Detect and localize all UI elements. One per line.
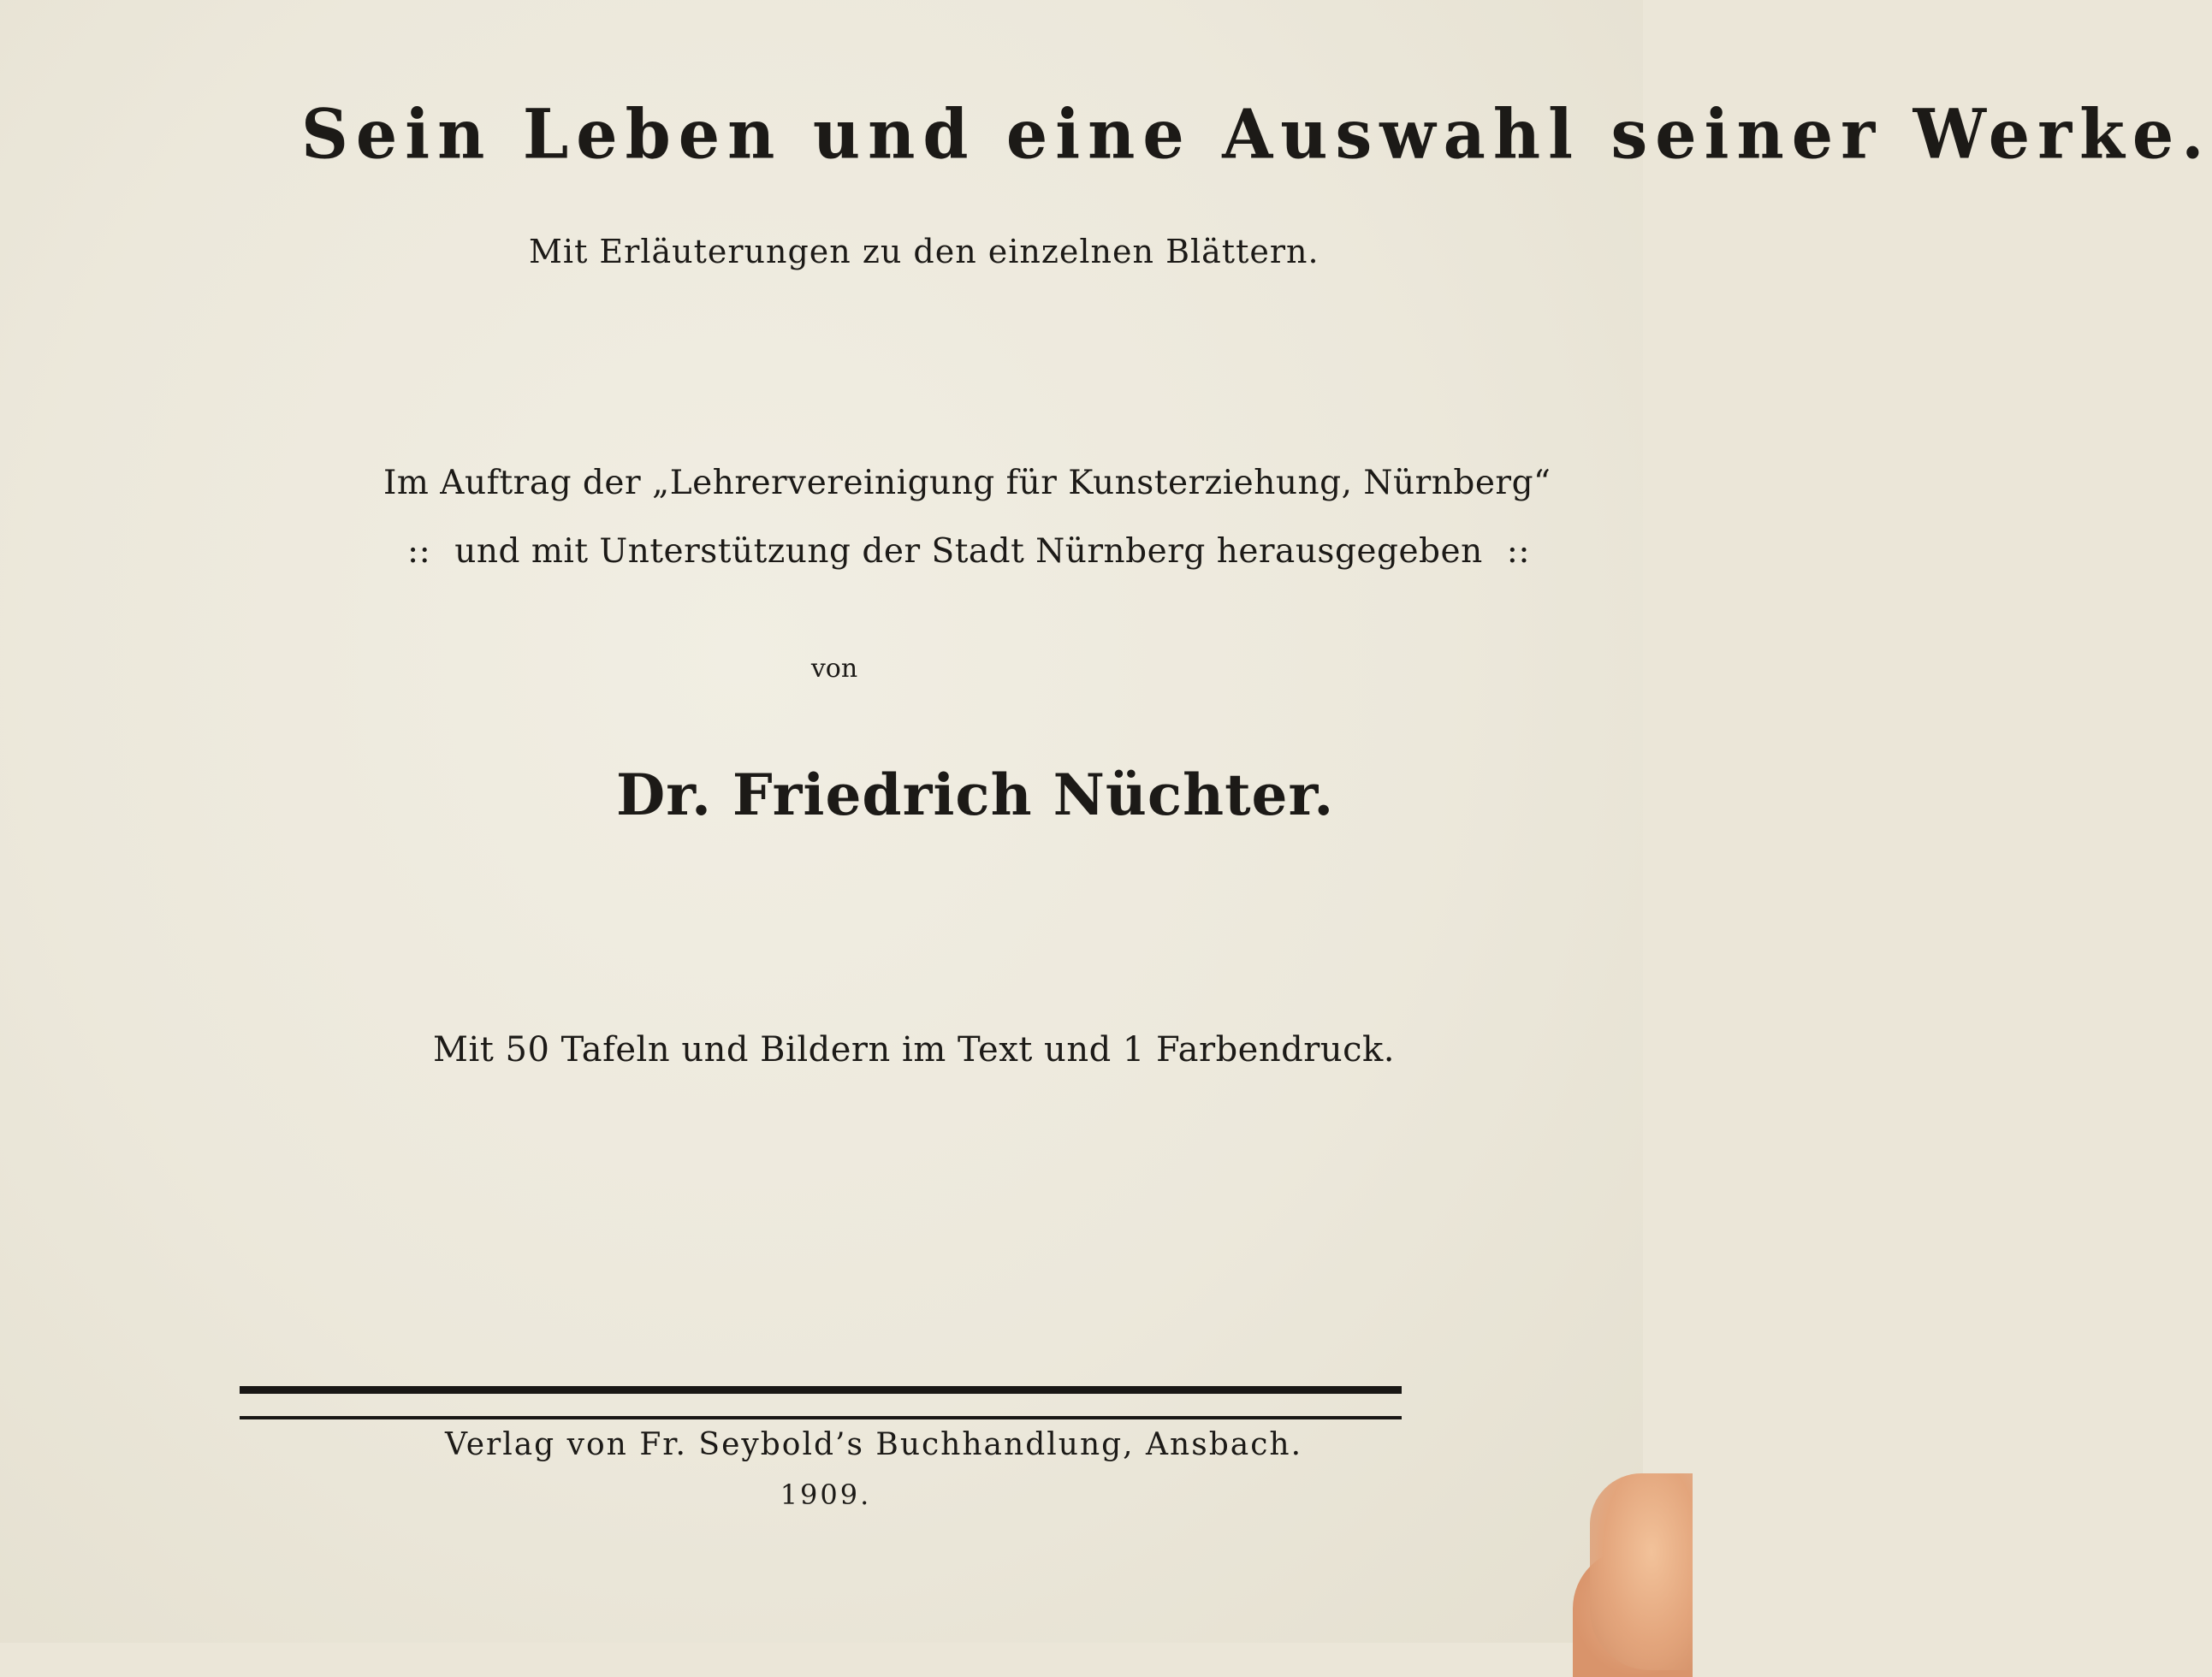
thick-rule [240,1386,1402,1394]
separator-left: :: [407,532,431,571]
thumb-holding-page [1590,1473,1693,1670]
support-line [383,532,1530,571]
separator-right: :: [1506,532,1530,571]
support-text: und mit Unterstützung der Stadt Nürnberg herausgegeben [454,532,1483,571]
author-name: Dr. Friedrich Nüchter. [616,761,1335,828]
by-word: von [810,654,858,684]
thin-rule [240,1416,1402,1419]
publisher-imprint: Verlag von Fr. Seybold’s Buchhandlung, Ansbach. [445,1427,1303,1462]
commission-line: Im Auftrag der „Lehrervereinigung für Kunsterziehung, Nürnberg“ [383,464,1551,502]
book-subtitle: Mit Erläuterungen zu den einzelnen Blättern. [529,233,1319,270]
publication-year: 1909. [780,1478,872,1511]
plates-note: Mit 50 Tafeln und Bildern im Text und 1 Farbendruck. [433,1030,1395,1070]
book-title: Sein Leben und eine Auswahl seiner Werke. [301,93,2212,175]
